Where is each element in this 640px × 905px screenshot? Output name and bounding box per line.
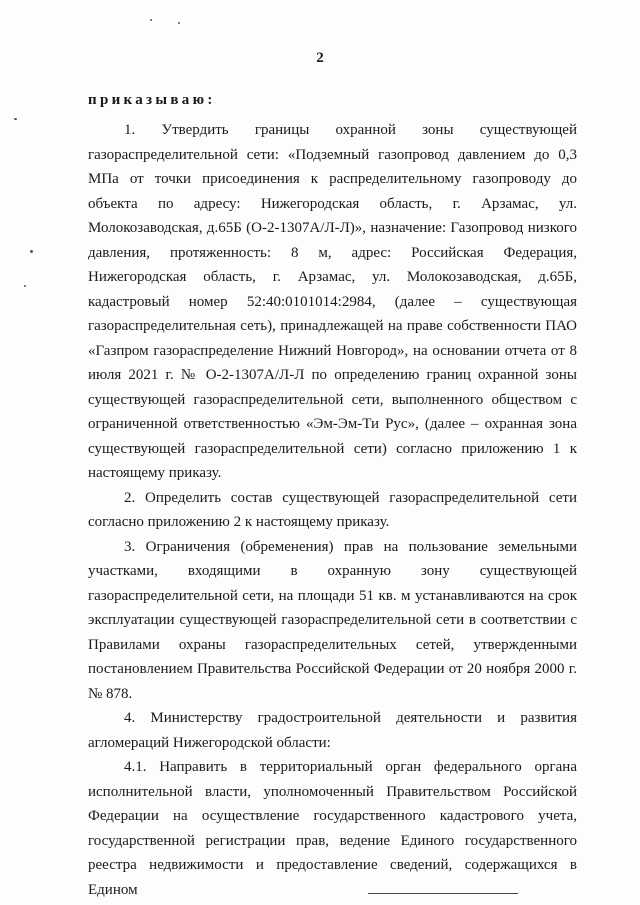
scan-line-mark (368, 893, 518, 894)
document-body (88, 118, 577, 902)
paragraph-2: 2. Определить состав существующей газораспределительной сети согласно приложению 2 к настоящему приказу. (88, 489, 577, 530)
order-heading: приказываю: (88, 92, 216, 108)
paragraph-4: 4. Министерству градостроительной деятельности и развития агломераций Нижегородской области: (88, 710, 577, 751)
paragraph-4-1: 4.1. Направить в территориальный орган федерального органа исполнительной власти, уполномоченный Правительством Российской Федерации на осуществление государственного кадастрового учета, государственной регистрации прав, ведение Единого государственного реестра недвижимости и предоставление сведений, содержащихся в Едином (88, 759, 577, 898)
scan-speck (30, 250, 33, 253)
paragraph-3: 3. Ограничения (обременения) прав на пользование земельными участками, входящими в охранную зону существующей газораспределительной сети, на площади 51 кв. м устанавливаются на срок эксплуатации существующей газораспределительной сети в соответствии с Правилами охраны газораспределительных сетей, утвержденными постановлением Правительства Российской Федерации от 20 ноября 2000 г. № 878. (88, 538, 577, 702)
scan-speck (14, 118, 17, 120)
scan-speck (178, 22, 180, 24)
paragraph-1: 1. Утвердить границы охранной зоны существующей газораспределительной сети: «Подземный газопровод давлением до 0,3 МПа от точки присоединения к распределительному газопроводу до объекта по адресу: Нижегородская область, г. Арзамас, ул. Молокозаводская, д.65Б (О-2-1307А/Л-Л)», назначение: Газопровод низкого давления, протяженность: 8 м, адрес: Российская Федерация, Нижегородская область, г. Арзамас, ул. Молокозаводская, д.65Б, кадастровый номер 52:40:0101014:2984, (далее – существующая газораспределительная сеть), принадлежащей на праве собственности ПАО «Газпром газораспределение Нижний Новгород», на основании отчета от 8 июля 2021 г. № О-2-1307А/Л-Л по определению границ охранной зоны существующей газораспределительной сети, выполненного обществом с ограниченной ответственностью «Эм-Эм-Ти Рус», (далее – охранная зона существующей газораспределительной сети) согласно приложению 1 к настоящему приказу. (88, 122, 577, 481)
scan-speck (150, 19, 152, 21)
scan-speck (24, 285, 26, 287)
page-number: 2 (316, 50, 324, 66)
